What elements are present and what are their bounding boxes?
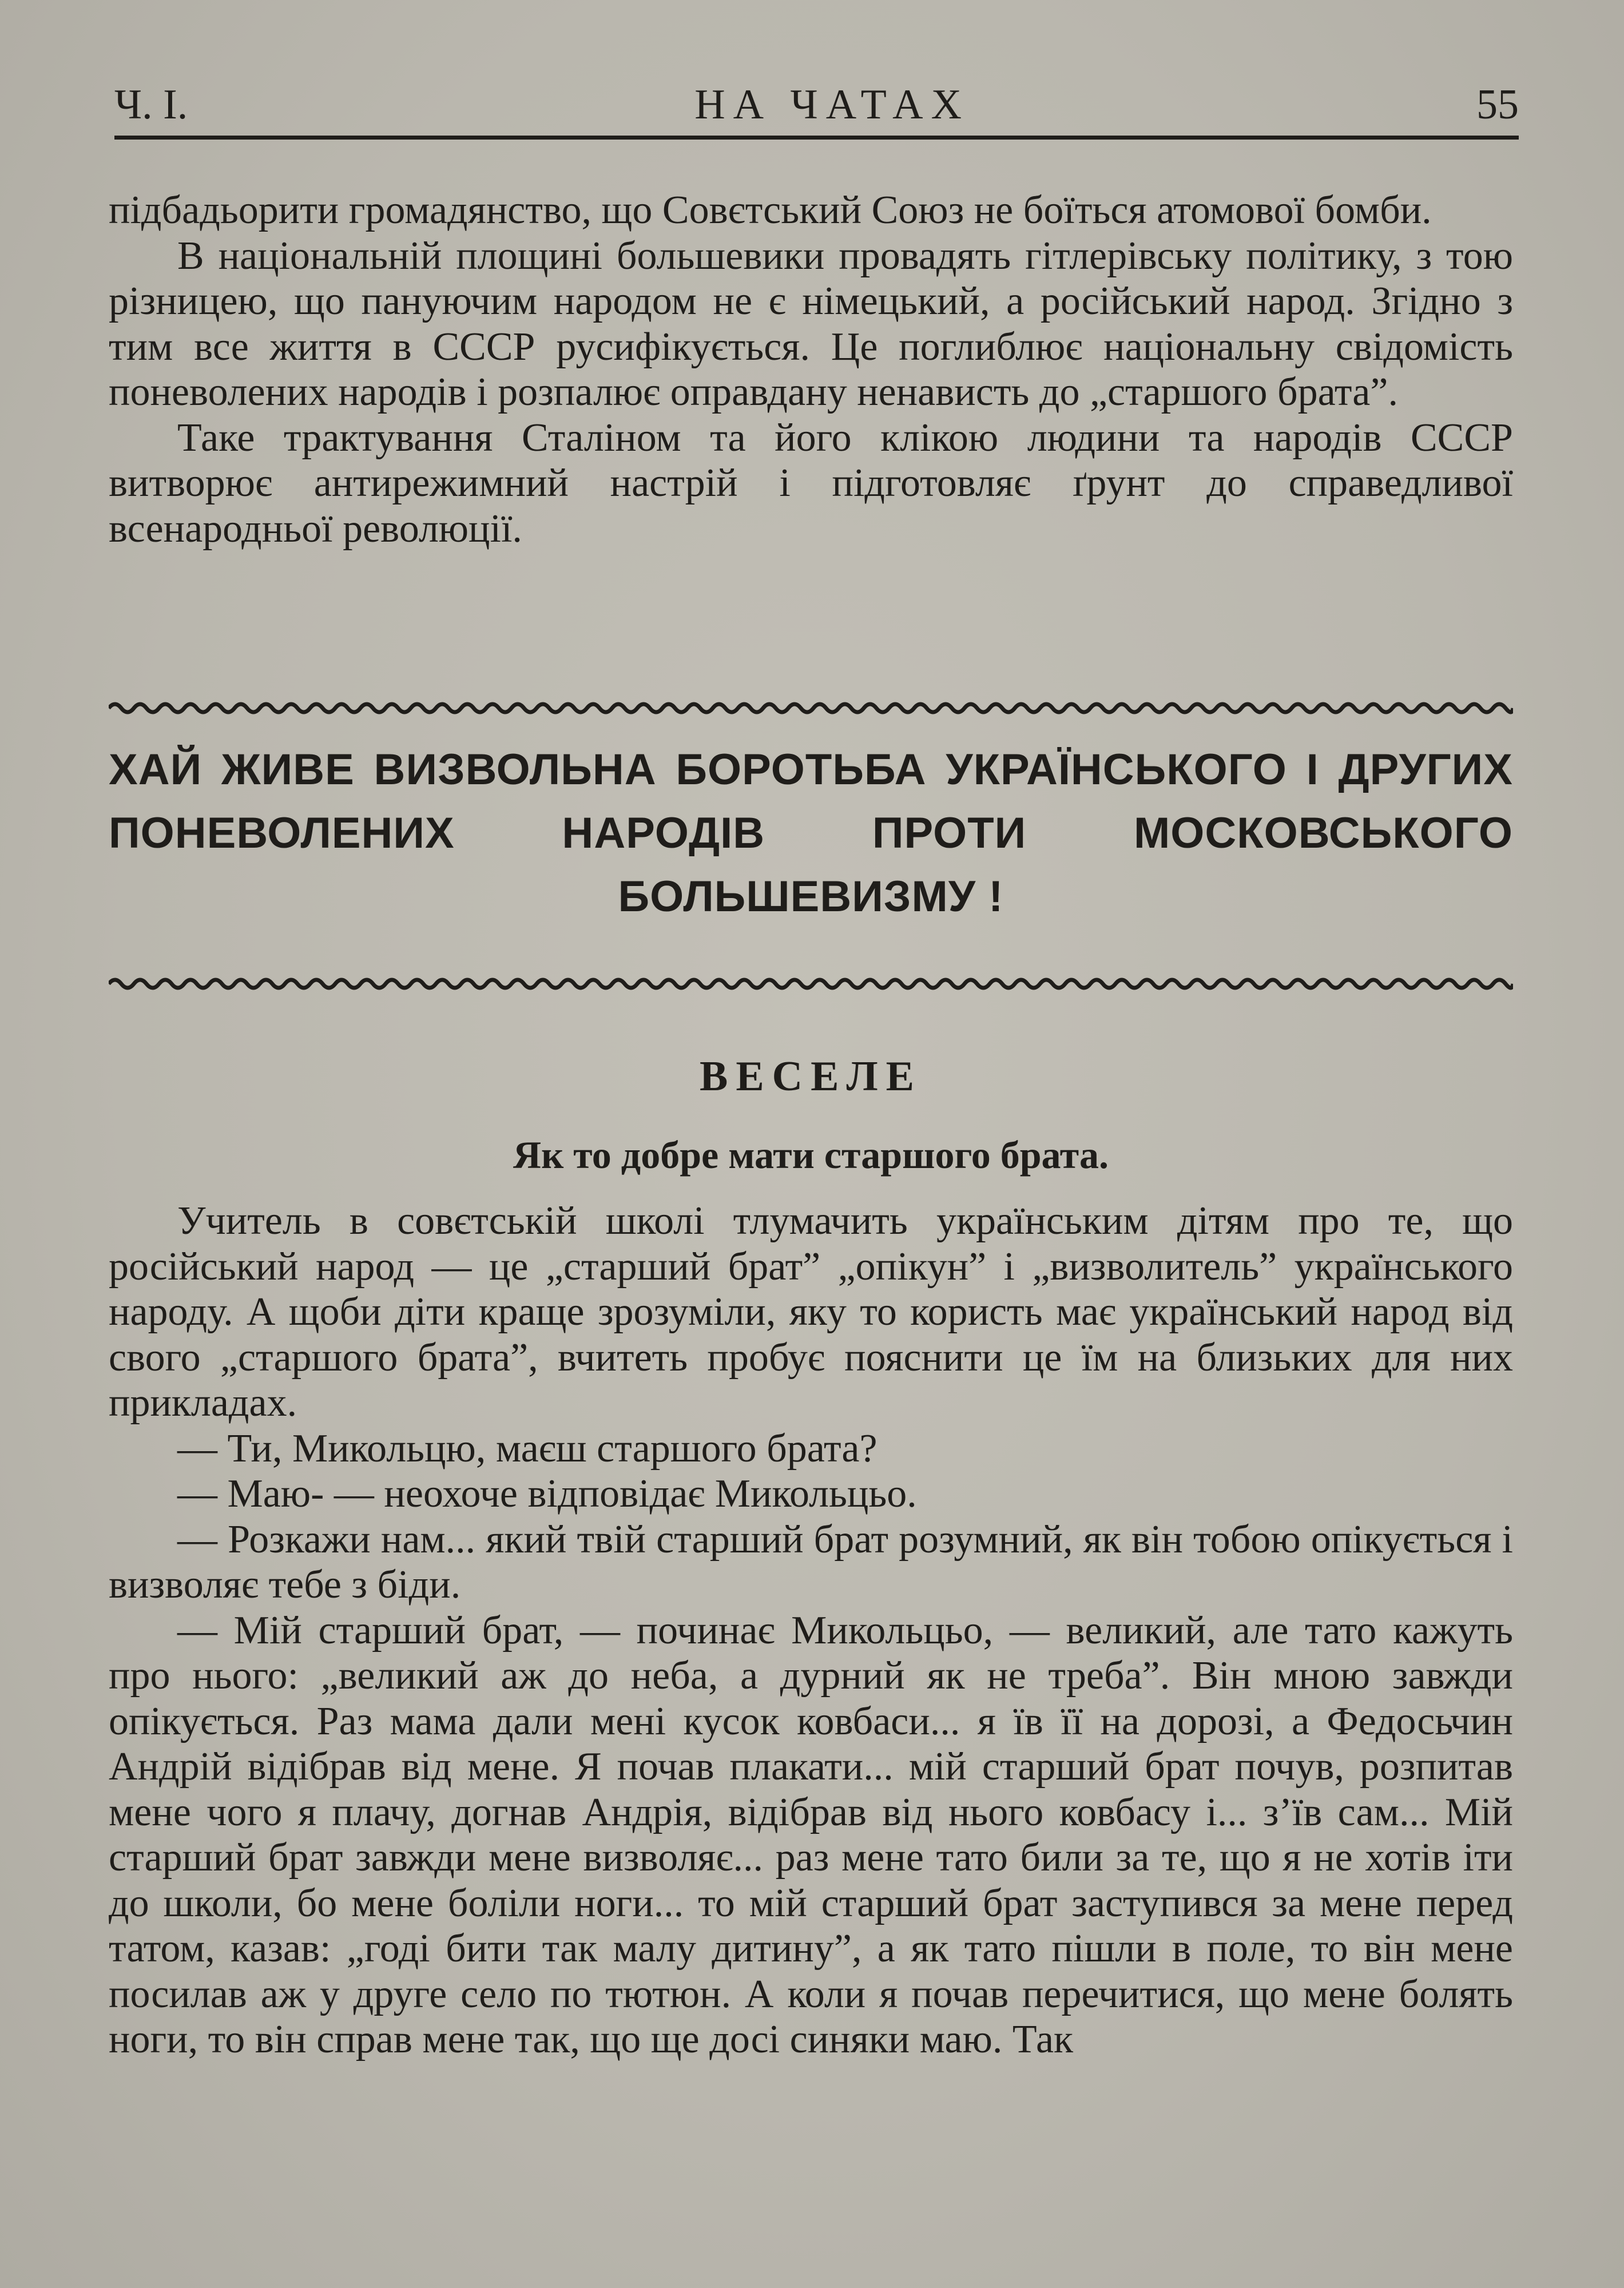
dialogue-line: — Маю- — неохоче відповідає Микольцьо. (177, 1472, 917, 1516)
wavy-divider-bottom (109, 972, 1513, 995)
paragraph: підбадьорити громадянство, що Совєтський Союз не боїться атомової бомби. (109, 188, 1432, 232)
dialogue-line: — Ти, Микольцю, маєш старшого брата? (177, 1426, 877, 1471)
top-text-block (109, 188, 1513, 551)
dialogue-line: — Мій старший брат, — починає Микольцьо, — великий, але тато кажуть про нього: „великий аж до неба, а дурний як не треба”. Він мною завжди опікується. Раз мама дали мені кусок ковбаси... я їв її на дорозі, а Федосьчин Андрій відібрав від мене. Я почав плакати... мій старший брат почув, розпитав мене чого я плачу, догнав Андрія, відібрав від нього ковбасу і... з’їв сам... Мій старший брат завжди мене визволяє... раз мене тато били за те, що я не хотів іти до школи, бо мене боліли ноги... то мій старший брат заступився за мене перед татом, казав: „годі бити так малу дитину”, а як тато пішли в поле, то він мене посилав аж у друге село по тютюн. А коли я почав перечитися, що мене болять ноги, то він справ мене так, що ще досі синяки маю. Так (109, 1608, 1513, 2061)
paragraph: В національній площині большевики провадять гітлерівську політику, з тою різницею, що пануючим народом не є німецький, а російський народ. Згідно з тим все життя в СССР русифікується. Це поглиблює національну свідомість поневолених народів і розпалює оправдану ненависть до „старшого брата”. (109, 233, 1513, 414)
paragraph: Таке трактування Сталіном та його клікою людини та народів СССР витворює антирежимний настрій і підготовляє ґрунт до справедливої всенародньої революції. (109, 415, 1513, 551)
story-text-block (109, 1198, 1513, 2063)
part-number: Ч. І. (114, 81, 188, 128)
slogan: ХАЙ ЖИВЕ ВИЗВОЛЬНА БОРОТЬБА УКРАЇНСЬКОГО І ДРУГИХ ПОНЕВОЛЕНИХ НАРОДІВ ПРОТИ МОСКОВСЬКОГО БОЛЬШЕВИЗМУ ! (109, 745, 1513, 921)
section-subtitle: Як то добре мати старшого брата. (513, 1133, 1109, 1177)
paragraph: Учитель в совєтській школі тлумачить українським дітям про те, що російський народ — це „старший брат” „опікун” і „визволитель” українського народу. А щоби діти краще зрозуміли, яку то користь має український народ від свого „старшого брата”, вчитеть пробує пояснити це їм на близьких для них прикладах. (109, 1199, 1513, 1425)
running-header (114, 74, 1519, 137)
page-number: 55 (1476, 81, 1519, 128)
journal-title: НА ЧАТАХ (694, 81, 970, 128)
section-title: ВЕСЕЛЕ (699, 1053, 923, 1100)
dialogue-line: — Розкажи нам... який твій старший брат розумний, як він тобою опікується і визволяє тебе з біди. (109, 1517, 1513, 1607)
header-rule (114, 136, 1519, 140)
wavy-divider-top (109, 697, 1513, 720)
